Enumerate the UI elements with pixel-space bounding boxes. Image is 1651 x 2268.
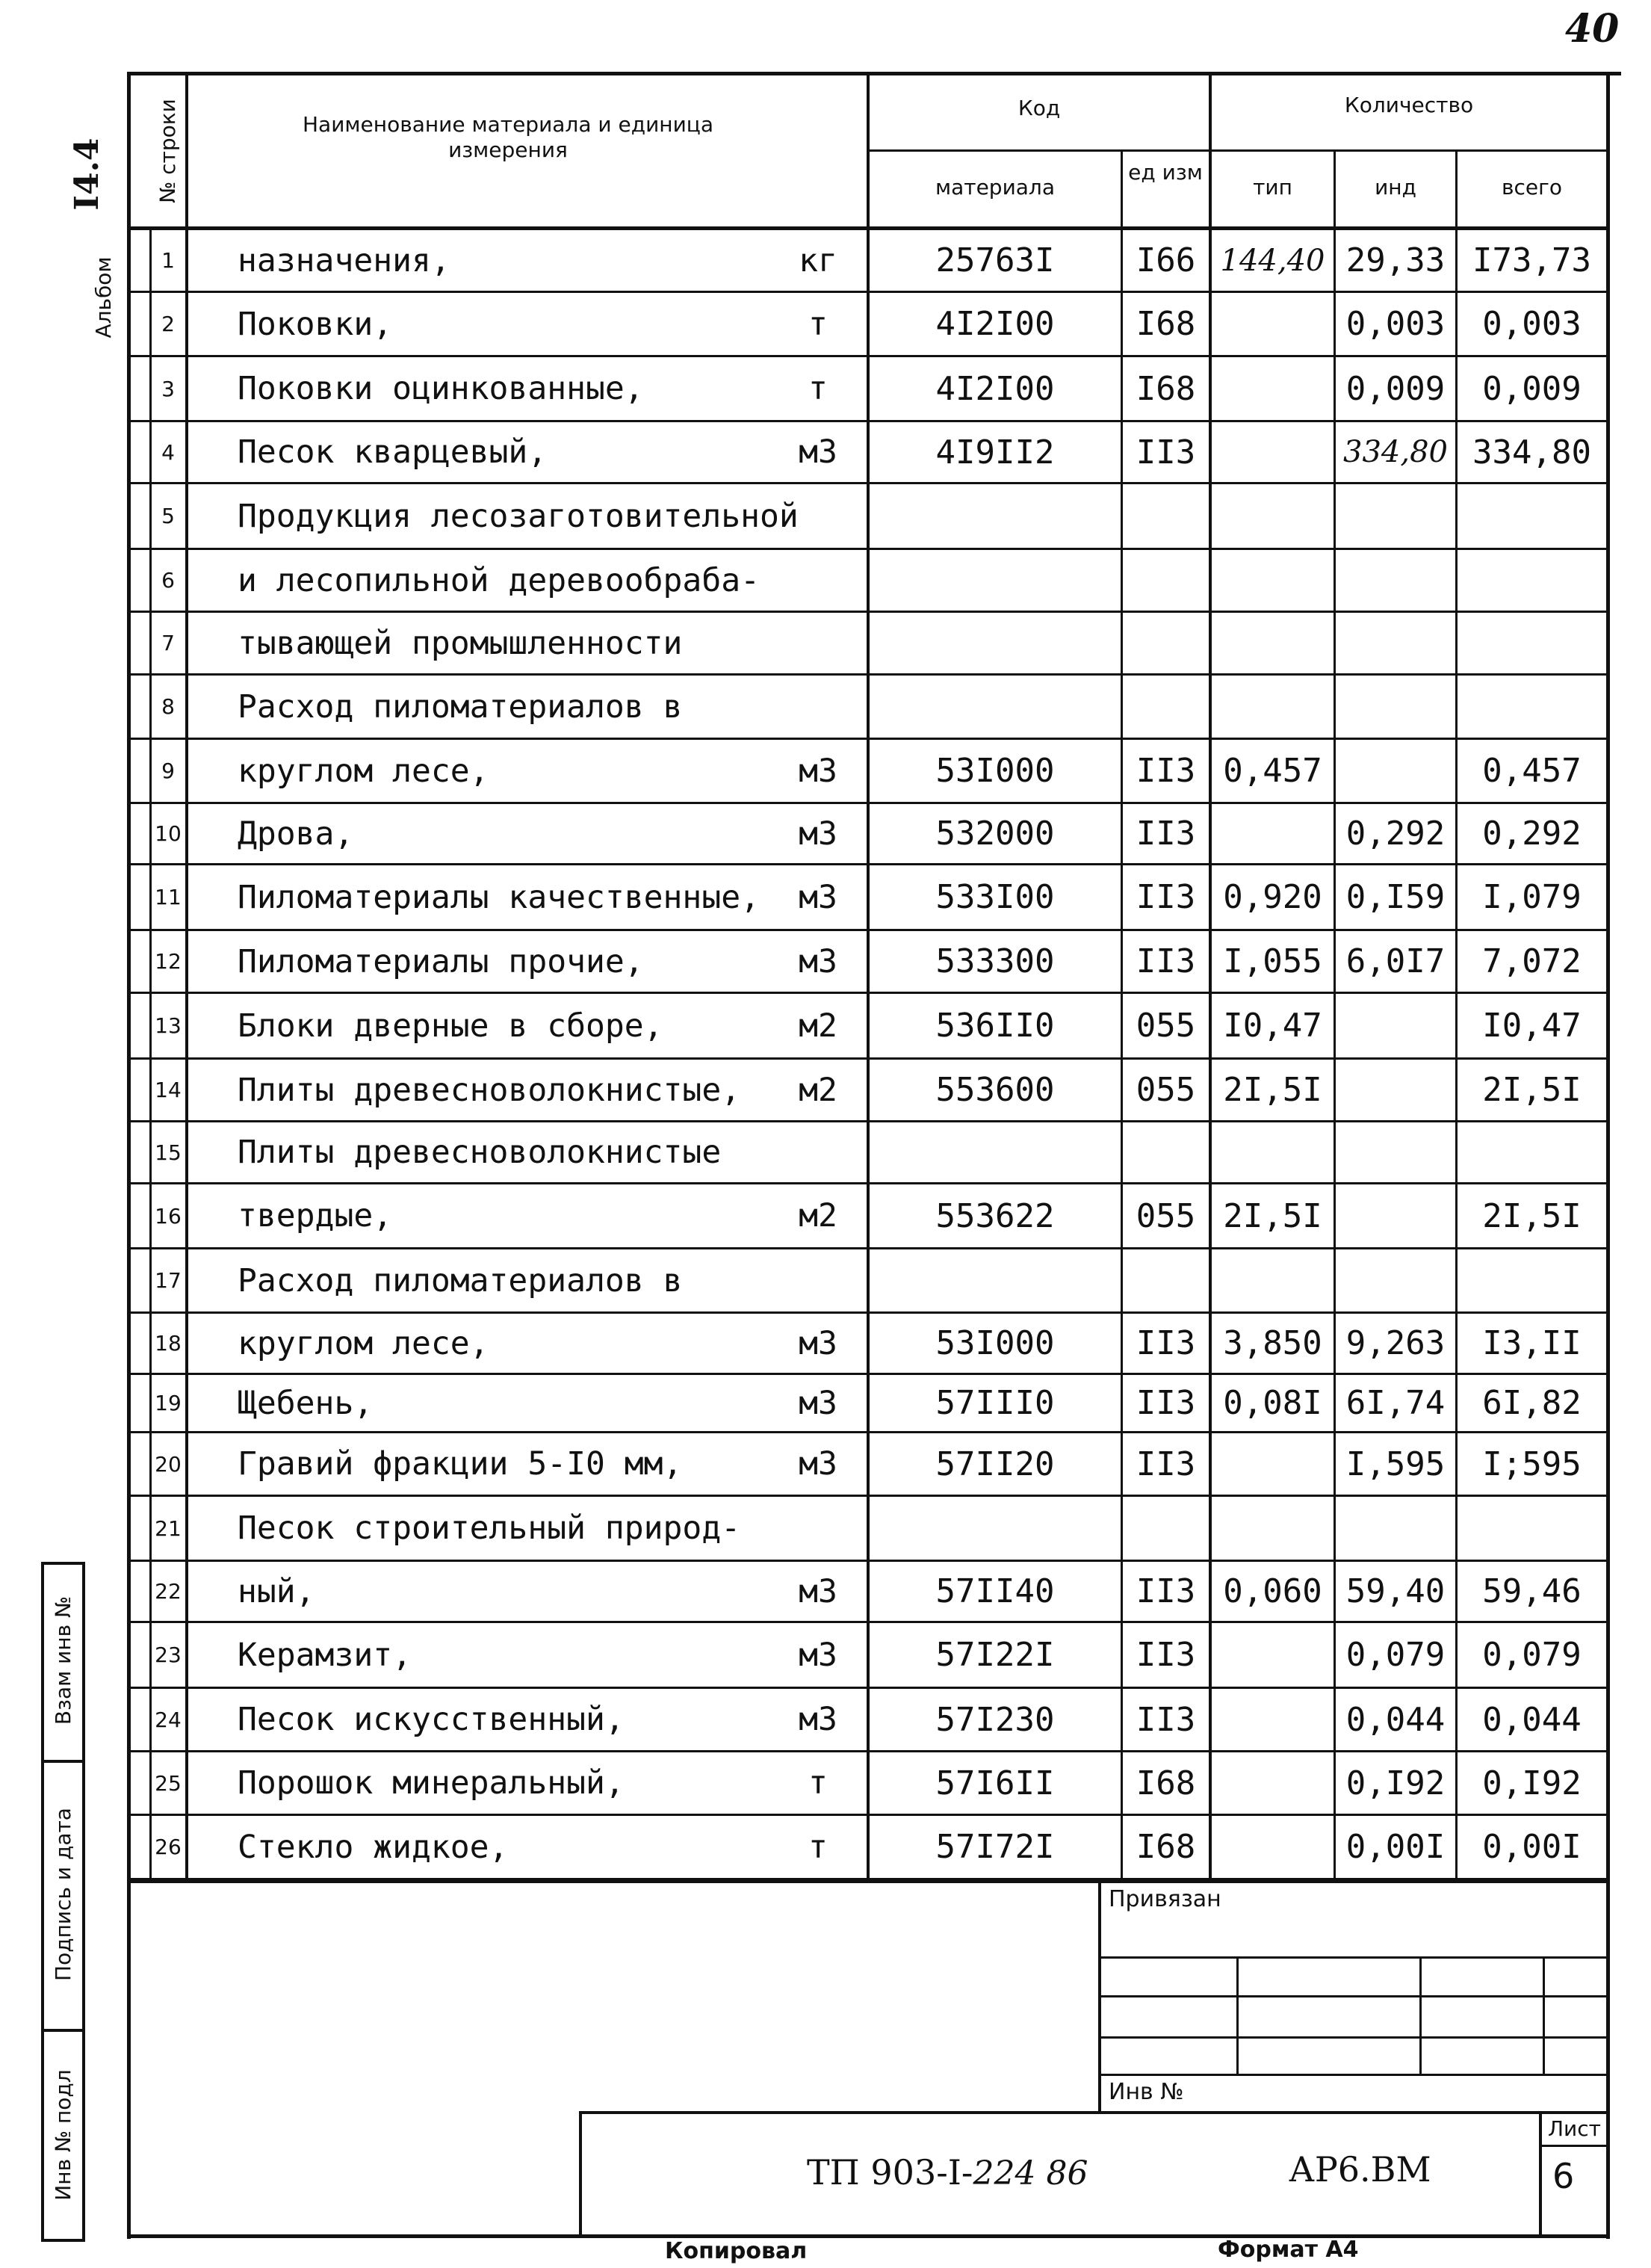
material-name: Поковки, [238,305,393,343]
header-row-no: № строки [155,99,180,203]
row-number: 12 [155,949,182,974]
material-code: 4I2I00 [935,305,1055,343]
qty-tip: 0,457 [1223,752,1322,790]
qty-total: 0,292 [1482,815,1582,853]
row-number: 23 [155,1643,182,1667]
privyazan-col2 [1419,1956,1422,2074]
unit-code [1123,613,1209,673]
header-material: материала [935,175,1055,200]
row-number: 5 [161,504,175,528]
qty-ind [1336,740,1455,802]
qty-total: 6I,82 [1482,1384,1582,1422]
unit-label: кг [799,241,837,279]
qty-ind [1336,676,1455,738]
unit-label: м3 [799,1324,837,1362]
material-name: ный, [238,1572,315,1610]
qty-tip: 0,08I [1223,1384,1322,1422]
unit-label: м3 [799,1384,837,1422]
row-number: 18 [155,1331,182,1356]
row-number: 17 [155,1268,182,1293]
qty-ind: 0,009 [1345,369,1446,408]
unit-code [1123,484,1209,548]
unit-label: м2 [799,1007,837,1045]
material-name: Порошок минеральный, [238,1764,625,1802]
unit-code [1123,550,1209,611]
row-number: 19 [155,1391,182,1415]
qty-tip: 0,060 [1223,1572,1322,1610]
qty-ind: 334,80 [1343,435,1448,469]
unit-label: м2 [799,1071,837,1109]
unit-label [777,484,859,548]
unit-label [777,550,859,611]
header-quantity: Количество [1344,93,1474,117]
privyazan-row2 [1101,1995,1606,1997]
material-code [870,484,1121,548]
inv-no-label: Инв № [1109,2079,1184,2105]
privyazan-col3 [1543,1956,1545,2074]
material-name: Гравий фракции 5-I0 мм, [238,1445,683,1483]
material-name: Щебень, [238,1384,374,1422]
unit-code: II3 [1136,1572,1196,1610]
material-code [870,1122,1121,1182]
qty-total: I3,II [1482,1324,1582,1362]
privyazan-row4 [1101,2074,1606,2076]
material-code [870,676,1121,738]
row-number: 16 [155,1203,182,1229]
qty-ind [1336,1249,1455,1311]
qty-tip [1212,1497,1334,1560]
material-name: Расход пиломатериалов в [238,687,683,726]
qty-ind: 6I,74 [1345,1384,1446,1422]
qty-ind [1336,1122,1455,1182]
qty-tip: 2I,5I [1223,1071,1322,1109]
unit-label: м3 [799,1701,837,1738]
material-name: Дрова, [238,815,354,853]
qty-tip [1212,1752,1334,1814]
qty-total: 334,80 [1472,433,1591,472]
material-code: 57I72I [935,1828,1055,1866]
qty-ind: 29,33 [1345,241,1446,279]
unit-code: II3 [1136,1324,1196,1362]
unit-code: I68 [1136,305,1196,343]
privyazan-label: Привязан [1109,1886,1221,1912]
row-number: 4 [161,439,175,465]
material-name: Керамзит, [238,1636,412,1674]
table-left-border [127,72,131,2239]
page-number: 40 [1565,6,1620,52]
row-number: 6 [161,568,175,593]
qty-total [1458,1122,1606,1182]
row-number: 21 [155,1515,182,1541]
unit-label: т [808,1828,828,1866]
row-number: 13 [155,1013,182,1038]
table-top-border [127,72,1621,75]
unit-label: м3 [799,815,837,853]
material-name: Песок строительный природ- [238,1510,741,1547]
doc-code-top [579,2111,1606,2114]
material-name: Стекло жидкое, [238,1828,509,1866]
qty-tip: I0,47 [1223,1007,1322,1045]
qty-tip [1212,804,1334,863]
material-name: Блоки дверные в сборе, [238,1007,663,1045]
unit-label: т [808,305,828,343]
unit-label: м3 [799,1572,837,1610]
material-code: 57I6II [935,1764,1055,1802]
qty-tip: 2I,5I [1223,1196,1322,1235]
unit-label [777,1497,859,1560]
unit-label: м2 [799,1197,837,1235]
header-tip: тип [1253,175,1292,200]
material-code [870,1497,1121,1560]
qty-tip [1212,1623,1334,1687]
qty-total: I;595 [1482,1444,1582,1483]
doc-code-typed: ТП 903-I- [807,2152,973,2193]
qty-tip [1212,484,1334,548]
unit-label: м3 [799,433,837,471]
header-code: Код [1017,96,1061,120]
qty-ind: 0,003 [1345,305,1446,343]
qty-ind [1336,1497,1455,1560]
row-number: 9 [161,758,175,783]
row-number: 7 [161,631,175,655]
material-name: Пиломатериалы прочие, [238,942,644,980]
material-name: круглом лесе, [238,752,489,790]
material-name: Плиты древесноволокнистые, [238,1071,741,1109]
unit-code: I68 [1136,1828,1196,1866]
material-name: твердые, [238,1197,393,1235]
unit-code: II3 [1136,942,1196,980]
material-code: 4I2I00 [935,369,1055,408]
unit-code: II3 [1136,815,1196,853]
qty-ind: 0,079 [1345,1636,1446,1674]
qty-total [1458,1497,1606,1560]
qty-ind [1336,484,1455,548]
unit-code [1123,1249,1209,1311]
unit-code: II3 [1136,433,1196,472]
side-stamp-left [41,1562,44,2242]
qty-tip: 3,850 [1223,1324,1322,1362]
qty-total [1458,613,1606,673]
unit-code [1123,1122,1209,1182]
qty-total: 0,044 [1482,1700,1582,1739]
unit-code: I68 [1136,369,1196,408]
row-number: 10 [155,821,182,846]
qty-ind [1336,1184,1455,1247]
side-podpis-label: Подпись и дата [51,1808,75,1981]
qty-ind [1336,1060,1455,1120]
unit-label: т [808,370,828,407]
doc-mark: АР6.ВМ [1289,2149,1431,2190]
unit-code: 055 [1136,1196,1196,1235]
material-code: 57I22I [935,1636,1055,1674]
row-number: 20 [155,1451,182,1477]
header-total: всего [1502,175,1562,200]
qty-ind: I,595 [1345,1444,1446,1483]
qty-total: 0,003 [1482,305,1582,343]
material-code: 53I000 [935,1324,1055,1362]
qty-total: 59,46 [1482,1572,1582,1610]
qty-tip [1212,357,1334,420]
material-name: Продукция лесозаготовительной [238,497,799,535]
unit-label [777,1249,859,1311]
unit-code: II3 [1136,878,1196,916]
sheet-number: 6 [1552,2156,1575,2196]
qty-tip [1212,550,1334,611]
material-code: 57II20 [935,1444,1055,1483]
title-block-top [131,1880,1606,1883]
material-code [870,1249,1121,1311]
material-name: Песок искусственный, [238,1701,625,1738]
qty-total [1458,484,1606,548]
material-name: тывающей промышленности [238,624,683,662]
row-number: 25 [155,1770,182,1796]
row-number: 26 [155,1835,182,1859]
qty-ind [1336,613,1455,673]
row-number: 1 [161,248,175,273]
qty-total [1458,550,1606,611]
material-code: 533I00 [935,878,1055,916]
material-name: круглом лесе, [238,1324,489,1362]
material-name: Поковки оцинкованные, [238,370,644,407]
unit-code: II3 [1136,1444,1196,1483]
qty-total: 0,457 [1482,752,1582,790]
unit-label [777,613,859,673]
material-code: 25763I [935,241,1055,279]
material-code: 57III0 [935,1384,1055,1422]
qty-ind [1336,994,1455,1057]
qty-tip: 144,40 [1220,243,1325,278]
qty-total: I,079 [1482,878,1582,916]
qty-tip: I,055 [1223,942,1322,980]
unit-code: II3 [1136,1636,1196,1674]
unit-label [777,1122,859,1182]
qty-tip [1212,422,1334,482]
qty-ind: 0,044 [1345,1700,1446,1739]
qty-tip [1212,293,1334,355]
album-number: I4.4 [68,137,106,211]
unit-label: м3 [799,942,837,980]
qty-tip [1212,1689,1334,1750]
unit-label: м3 [799,1636,837,1674]
sheet-label: Лист [1548,2116,1601,2141]
qty-total: 2I,5I [1482,1071,1582,1109]
qty-total: 0,I92 [1482,1764,1582,1802]
qty-total: 2I,5I [1482,1196,1582,1235]
qty-ind: 6,0I7 [1345,942,1446,980]
qty-total [1458,676,1606,738]
unit-code: II3 [1136,752,1196,790]
unit-code: 055 [1136,1071,1196,1109]
doc-code [807,2152,1088,2193]
format-label: Формат А4 [1218,2237,1359,2263]
header-name: Наименование материала и единица измерения [303,112,713,162]
row-number: 3 [161,376,175,401]
material-name: Песок кварцевый, [238,433,548,471]
unit-code: II3 [1136,1700,1196,1739]
qty-tip [1212,1816,1334,1878]
unit-label [777,676,859,738]
qty-ind: 0,I92 [1345,1764,1446,1802]
qty-tip [1212,1249,1334,1311]
material-name: Плиты древесноволокнистые [238,1134,722,1171]
material-name: Пиломатериалы качественные, [238,878,760,916]
qty-total: 0,079 [1482,1636,1582,1674]
material-name: Расход пиломатериалов в [238,1261,683,1300]
sheet-mid [1542,2145,1606,2147]
side-stamp-bottom [41,2239,85,2242]
qty-total: I0,47 [1482,1007,1582,1045]
material-code: 553622 [935,1196,1055,1235]
qty-total [1458,1249,1606,1311]
material-code: 536II0 [935,1007,1055,1045]
qty-total: I73,73 [1472,241,1591,279]
side-vzam-label: Взам инв № [51,1595,75,1725]
qty-ind [1336,550,1455,611]
material-code: 533300 [935,942,1055,980]
row-number: 22 [155,1579,182,1604]
privyazan-col1 [1236,1956,1239,2074]
row-number: 2 [161,312,175,336]
qty-ind: 0,292 [1345,815,1446,853]
privyazan-row1 [1101,1956,1606,1959]
unit-code: I66 [1136,241,1196,279]
unit-label: м3 [799,1445,837,1483]
material-name: назначения, [238,241,450,279]
doc-code-left [579,2111,582,2238]
qty-ind: 0,I59 [1345,878,1446,916]
qty-tip [1212,1122,1334,1182]
unit-code: II3 [1136,1384,1196,1422]
material-code [870,550,1121,611]
privyazan-row3 [1101,2036,1606,2039]
unit-label: м3 [799,752,837,790]
qty-tip [1212,676,1334,738]
qty-ind: 0,00I [1345,1828,1446,1866]
doc-code-handwritten: 224 86 [973,2154,1088,2193]
qty-ind: 59,40 [1345,1572,1446,1610]
row-number: 8 [161,694,175,719]
row-number: 11 [155,885,182,909]
qty-tip [1212,1433,1334,1495]
table-bottom-border [127,2234,1610,2238]
unit-code: I68 [1136,1764,1196,1802]
qty-total: 7,072 [1482,942,1582,980]
side-stamp-right [82,1562,85,2242]
sheet-left [1539,2111,1542,2238]
unit-code [1123,1497,1209,1560]
album-label: Альбом [91,256,116,339]
copied-label: Копировал [665,2238,808,2264]
side-stamp-div1 [41,1760,85,1763]
material-code: 53I000 [935,752,1055,790]
material-name: и лесопильной деревообраба- [238,561,760,599]
table-right-border [1606,72,1610,2239]
material-code: 57II40 [935,1572,1055,1610]
qty-tip: 0,920 [1223,878,1322,916]
unit-code [1123,676,1209,738]
header-ind: инд [1375,175,1416,200]
qty-total: 0,009 [1482,369,1582,408]
material-code: 553600 [935,1071,1055,1109]
unit-code: 055 [1136,1007,1196,1045]
material-code: 4I9II2 [935,433,1055,472]
unit-label: т [808,1764,828,1802]
side-stamp-div2 [41,2029,85,2032]
qty-tip [1212,613,1334,673]
row-number: 24 [155,1707,182,1732]
unit-label: м3 [799,878,837,916]
qty-total: 0,00I [1482,1828,1582,1866]
header-mid-divider [867,149,1610,152]
side-inv-podl-label: Инв № подл [51,2069,75,2201]
material-code: 57I230 [935,1700,1055,1739]
material-code: 532000 [935,815,1055,853]
material-code [870,613,1121,673]
row-number: 14 [155,1078,182,1102]
row-number: 15 [155,1140,182,1165]
header-unit: ед изм [1128,160,1203,185]
qty-ind: 9,263 [1345,1324,1446,1362]
